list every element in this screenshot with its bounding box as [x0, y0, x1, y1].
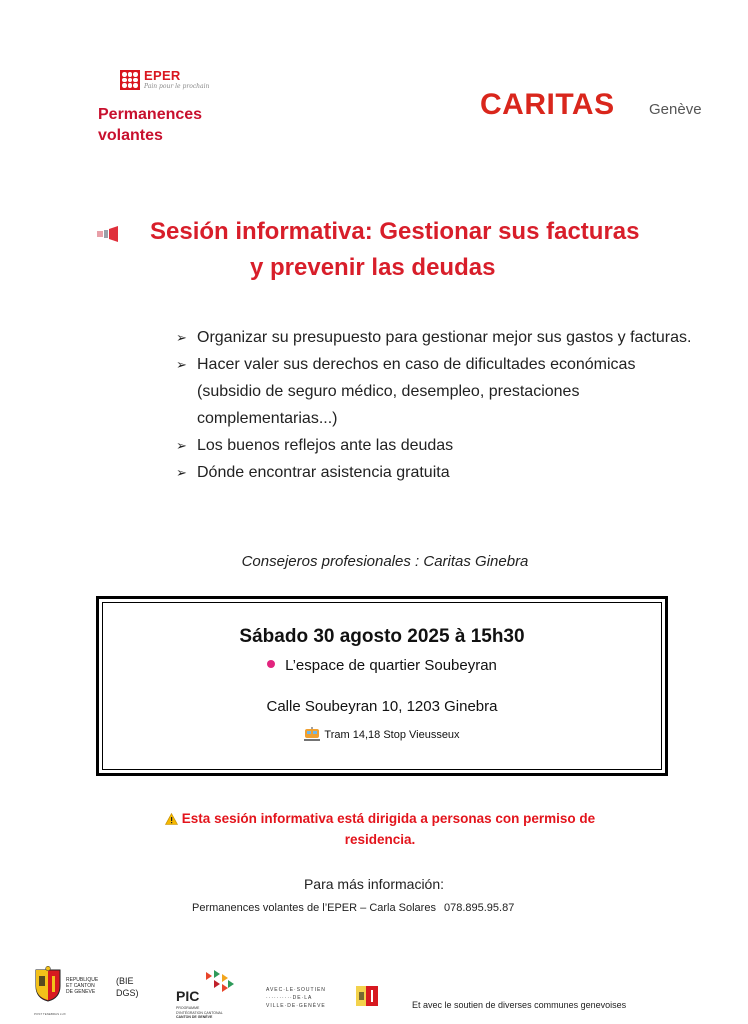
arrow-bullet-icon: ➢ — [176, 438, 187, 453]
warning-icon — [165, 813, 178, 825]
pic-logo-triangles-icon — [200, 970, 240, 992]
warning-line1: Esta sesión informativa está dirigida a personas con permiso de — [181, 811, 596, 826]
event-place-text: L’espace de quartier Soubeyran — [285, 657, 497, 674]
tram-icon — [304, 727, 320, 741]
more-info-heading: Para más información: — [303, 876, 445, 892]
event-tram — [96, 727, 668, 741]
contact-phone: 078.895.95.87 — [443, 902, 515, 914]
title-line1: Sesión informativa: Gestionar sus facturas — [150, 218, 640, 245]
eper-logo-mark — [120, 70, 140, 90]
eper-tagline: Pain pour le prochain — [144, 83, 210, 90]
geneva-crest-icon — [34, 966, 62, 1002]
event-tram-text: Tram 14,18 Stop Vieusseux — [324, 729, 460, 741]
arrow-bullet-icon: ➢ — [176, 357, 187, 372]
permanences-title — [98, 104, 202, 146]
caritas-city: Genève — [649, 101, 702, 118]
title-line2: y prevenir las deudas — [250, 254, 496, 281]
pic-logo-text: PIC — [176, 988, 200, 1004]
pic-subtitle: PROGRAMME D'INTÉGRATION CANTONAL CANTON DE GENÈVE — [176, 1006, 223, 1019]
eper-name: EPER — [144, 68, 181, 83]
pushpin-icon — [267, 660, 275, 668]
permanences-line2: volantes — [98, 127, 163, 144]
event-address: Calle Soubeyran 10, 1203 Ginebra — [266, 698, 498, 715]
topics-list — [176, 324, 696, 486]
arrow-bullet-icon: ➢ — [176, 465, 187, 480]
list-item: ➢ Dónde encontrar asistencia gratuita — [176, 459, 696, 486]
eligibility-warning — [110, 808, 650, 850]
crest-motto: POST TENEBRAS LUX — [34, 1012, 66, 1016]
event-date: Sábado 30 agosto 2025 à 15h30 — [239, 626, 525, 647]
list-item: ➢ Hacer valer sus derechos en caso de dificultades económicas (subsidio de seguro médico, desempleo, prestaciones complementarias...) — [176, 351, 696, 432]
ville-geneve-support: AVEC·LE·SOUTIEN ··········DE·LA VILLE·DE·GENÈVE — [266, 987, 326, 1009]
counselors-note: Consejeros profesionales : Caritas Ginebra — [241, 553, 529, 570]
geneva-state-label: REPUBLIQUE ET CANTON DE GENEVE — [66, 977, 99, 995]
communes-support-note: Et avec le soutien de diverses communes genevoises — [412, 1000, 627, 1010]
page-title — [0, 214, 748, 286]
warning-line2: residencia. — [344, 832, 416, 847]
ville-geneve-badge-icon — [356, 984, 380, 1006]
arrow-bullet-icon: ➢ — [176, 330, 187, 345]
contact-name: Permanences volantes de l’EPER – Carla Solares — [192, 902, 436, 914]
bie-dgs-label: (BIE DGS) — [116, 976, 139, 998]
event-place — [96, 657, 668, 674]
caritas-logo: CARITAS — [480, 88, 615, 121]
contact-line — [192, 902, 514, 914]
list-item: ➢ Organizar su presupuesto para gestionar mejor sus gastos y facturas. — [176, 324, 696, 351]
permanences-line1: Permanences — [98, 106, 203, 123]
list-item: ➢ Los buenos reflejos ante las deudas — [176, 432, 696, 459]
